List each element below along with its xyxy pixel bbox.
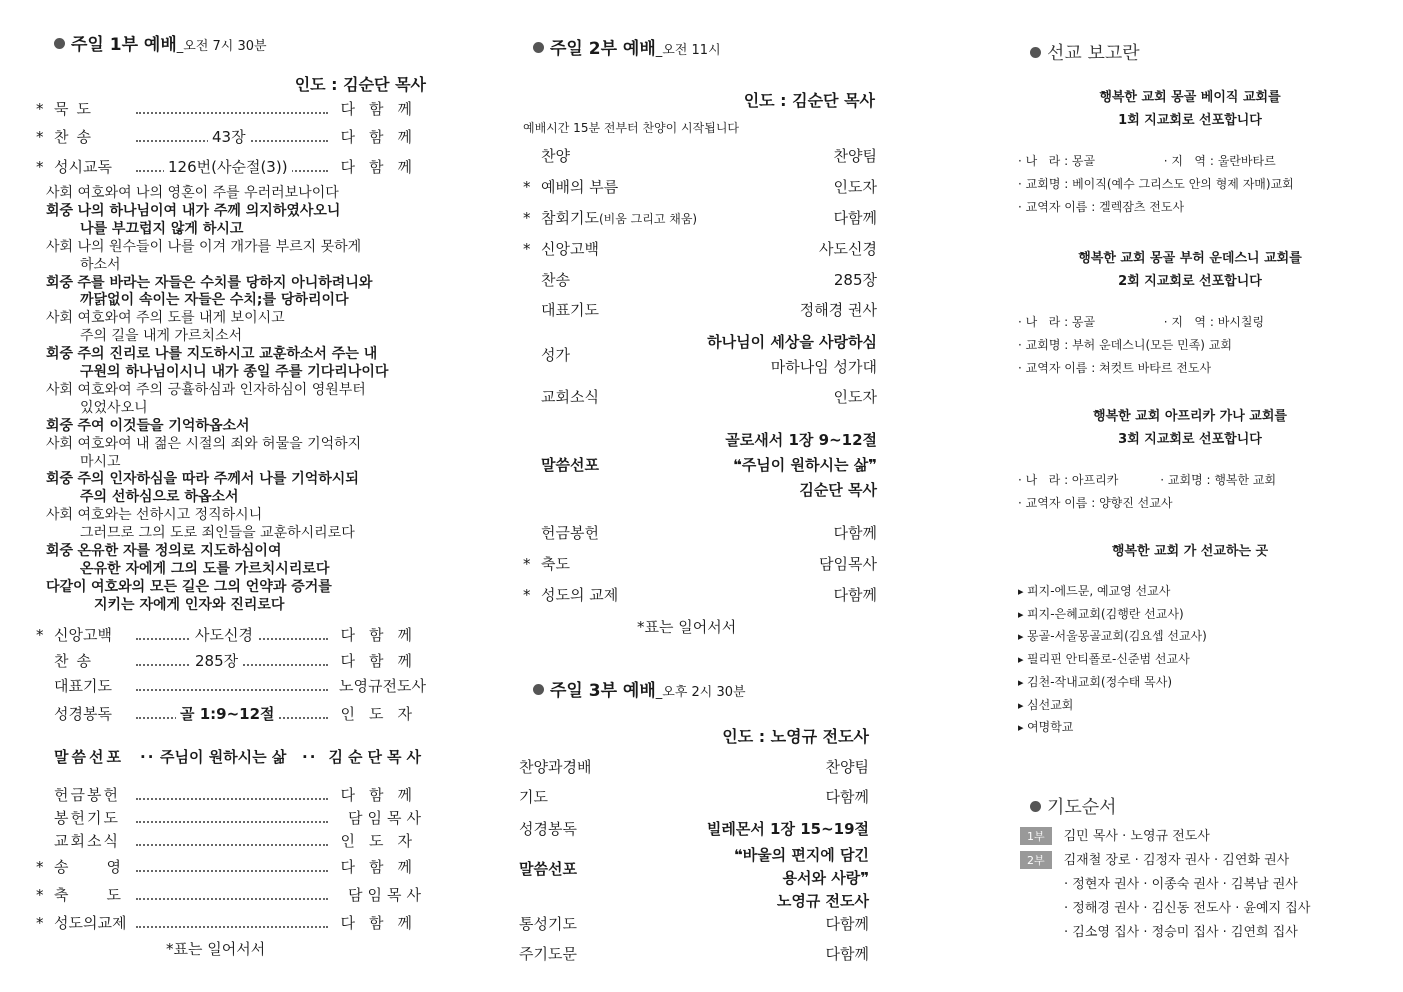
sermon-preacher: 김순단목사 <box>328 748 426 766</box>
standing-marker: * <box>36 858 44 876</box>
prayer-line-4: · 정해경 권사 · 김신동 전도사 · 윤예지 집사 <box>1064 901 1311 916</box>
triangle-bullet-icon: ▸ <box>1018 721 1028 735</box>
standing-marker: * <box>36 158 44 176</box>
prayer-names: 김민 목사 · 노영규 전도사 <box>1063 829 1210 844</box>
order-detail: 사도신경 <box>191 624 257 646</box>
order-row <box>36 807 436 829</box>
responsive-text: 주여 이것들을 기억하옵소서 <box>77 417 250 434</box>
order-row <box>36 98 436 120</box>
responsive-text: 구원의 하나님이시니 내가 종일 주를 기다리나이다 <box>80 364 389 380</box>
order-label: 헌금봉헌 <box>541 524 599 542</box>
support-text: 피지-은혜교회(김행란 선교사) <box>1027 606 1184 621</box>
sermon-title-line2: 용서와 사랑❞ <box>782 869 869 887</box>
support-text: 몽골-서울몽골교회(김요셉 선교사) <box>1027 629 1207 644</box>
support-item <box>1018 650 1190 667</box>
order-label-text: 예배의 부름 <box>541 178 619 196</box>
mission-detail: · 나 라 : 몽골 · 지 역 : 울란바타르 <box>1018 154 1276 168</box>
order-row <box>519 913 885 935</box>
order-detail: 43장 <box>208 126 250 148</box>
order-value: 찬양팀 <box>825 758 869 776</box>
speaker: 사회 <box>46 381 74 398</box>
order-label: 찬송 <box>54 128 99 146</box>
mission-detail: · 교회명 : 베이직(예수 그리스도 안의 형제 자매)교회 <box>1018 177 1294 191</box>
service-1-heading <box>54 30 267 55</box>
responsive-text: 마시고 <box>80 453 121 470</box>
order-row <box>523 584 885 606</box>
speaker: 회중 <box>46 202 74 219</box>
responsive-line <box>46 220 436 238</box>
standing-marker: * <box>36 886 44 904</box>
prayer-line-1 <box>1020 825 1210 845</box>
speaker: 회중 <box>46 274 74 291</box>
responsive-line <box>46 309 436 327</box>
service-2-leader: 인도 : 김순단 목사 <box>743 91 875 110</box>
responsive-line <box>46 399 436 417</box>
sermon-preacher: 김순단 목사 <box>799 481 877 499</box>
bullet-dot-icon <box>533 684 544 695</box>
standing-marker: * <box>36 626 44 644</box>
mission-heading-line1: 행복한 교회 몽골 부허 운데스니 교회를 <box>1078 251 1302 266</box>
responsive-text: 여호와의 모든 길은 그의 언약과 증거를 <box>91 578 332 595</box>
prayer-title: 기도순서 <box>1047 797 1117 818</box>
mission-heading-line1: 행복한 교회 몽골 베이직 교회를 <box>1099 90 1281 105</box>
support-text: 김천-작내교회(정수태 목사) <box>1027 674 1173 689</box>
order-detail: 126번(사순절(3)) <box>164 156 292 178</box>
order-value: 담임목사 <box>348 886 426 904</box>
order-value: 다함께 <box>340 858 426 876</box>
responsive-line <box>46 435 436 453</box>
order-label-note: (비움 그리고 채움) <box>598 212 698 226</box>
order-label <box>541 299 599 321</box>
order-label: 성도의교제 <box>54 914 127 932</box>
service-3-title: 주일 3부 예배 <box>550 681 656 701</box>
triangle-bullet-icon: ▸ <box>1018 630 1028 644</box>
reading-label: 성경봉독 <box>519 820 577 838</box>
responsive-text: 주를 바라는 자들은 수치를 당하지 아니하려니와 <box>77 274 373 291</box>
responsive-text: 나를 부끄럽지 않게 하시고 <box>80 220 244 237</box>
order-row <box>523 299 885 321</box>
support-text: 필리핀 안티폴로-신준범 선교사 <box>1027 652 1190 667</box>
responsive-text: 여호와여 주의 도를 내게 보이시고 <box>77 310 285 327</box>
responsive-text: 여호와여 주의 긍휼하심과 인자하심이 영원부터 <box>77 381 366 398</box>
news-value: 인도자 <box>833 388 877 406</box>
speaker: 다같이 <box>46 578 87 595</box>
sermon-title: ❝주님이 원하시는 삶❞ <box>733 456 877 474</box>
order-row <box>36 856 436 878</box>
order-label: 성시교독 <box>54 158 112 176</box>
standing-marker: * <box>523 586 531 604</box>
order-label <box>541 145 570 167</box>
order-row <box>36 884 436 906</box>
dot-leader <box>136 884 328 900</box>
mission-detail: · 나 라 : 몽골 · 지 역 : 바시칠링 <box>1018 315 1265 329</box>
responsive-text: 주의 인자하심을 따라 주께서 나를 기억하시되 <box>77 471 359 488</box>
responsive-text: 있었사오니 <box>80 399 148 416</box>
standing-marker: * <box>523 209 531 227</box>
sermon-label: 말씀선포 <box>519 860 577 878</box>
support-item <box>1018 627 1207 644</box>
order-label: 주기도문 <box>519 945 577 963</box>
prayer-line-5: · 김소영 집사 · 정승미 집사 · 김연희 집사 <box>1064 925 1298 940</box>
responsive-line <box>46 381 436 399</box>
speaker: 사회 <box>46 185 74 201</box>
service-1-sermon: 말씀선포 ·· 주님이 원하시는 삶 ·· 김순단목사 <box>54 748 426 766</box>
standing-footnote: *표는 일어서서 <box>637 618 737 636</box>
speaker: 회중 <box>46 417 74 434</box>
prayer-line-2 <box>1020 849 1289 869</box>
triangle-bullet-icon: ▸ <box>1018 653 1028 667</box>
dot-leader <box>136 807 328 823</box>
responsive-line <box>46 417 436 435</box>
order-value: 인도자 <box>340 705 426 723</box>
responsive-line <box>46 363 436 381</box>
responsive-text: 나의 원수들이 나를 이겨 개가를 부르지 못하게 <box>77 238 362 255</box>
speaker: 사회 <box>46 310 74 327</box>
sermon-label: 말씀선포 <box>541 456 599 474</box>
responsive-line <box>46 596 436 614</box>
service-3-reading <box>519 818 885 840</box>
service-2-column <box>505 0 885 992</box>
mission-detail: · 교회명 : 부허 운데스니(모든 민족) 교회 <box>1018 338 1232 352</box>
service-2-time: _오전 11시 <box>655 43 721 58</box>
sermon-title-line1: ❝바울의 편지에 담긴 <box>733 846 869 864</box>
order-value: 285장 <box>833 271 877 289</box>
order-label-text: 찬양 <box>541 147 570 165</box>
service-1-leader: 인도 : 김순단 목사 <box>294 75 426 94</box>
anthem-label: 성가 <box>541 346 570 364</box>
support-item <box>1018 673 1172 690</box>
order-label-text: 참회기도 <box>541 209 599 227</box>
mission-heading-line2: 2회 지교회로 선포합니다 <box>1118 274 1262 289</box>
order-label: 기도 <box>519 788 548 806</box>
order-value: 다함께 <box>825 945 869 963</box>
responsive-line <box>46 238 436 256</box>
responsive-line <box>46 560 436 578</box>
bullet-dot-icon <box>1030 801 1041 812</box>
anthem-choir: 마하나임 성가대 <box>770 358 877 376</box>
triangle-bullet-icon: ▸ <box>1018 698 1028 712</box>
service-3-time: _오후 2시 30분 <box>655 685 746 700</box>
speaker: 회중 <box>46 471 74 488</box>
order-row <box>523 145 885 167</box>
order-value: 다함께 <box>340 914 426 932</box>
service-2-heading <box>533 34 721 59</box>
order-value: 다함께 <box>825 915 869 933</box>
standing-marker: * <box>523 555 531 573</box>
standing-marker: * <box>36 914 44 932</box>
standing-marker: * <box>36 128 44 146</box>
speaker: 회중 <box>46 543 74 559</box>
mission-heading <box>1030 39 1140 65</box>
order-value: 다함께 <box>833 209 877 227</box>
responsive-line <box>46 578 436 596</box>
order-value: 담임목사 <box>819 555 877 573</box>
support-item <box>1018 696 1073 713</box>
order-row <box>523 207 885 229</box>
order-row <box>36 703 436 725</box>
dot-leader <box>136 675 328 691</box>
prayer-names: 김재철 장로 · 김정자 권사 · 김연화 권사 <box>1063 853 1290 868</box>
order-row <box>523 553 885 575</box>
mission-detail: · 교역자 이름 : 쳐컷트 바타르 전도사 <box>1018 361 1212 375</box>
order-label: 신앙고백 <box>54 626 112 644</box>
responsive-text: 주의 선하심으로 하옵소서 <box>80 489 239 506</box>
support-text: 심선교회 <box>1027 697 1074 712</box>
order-label: 송영 <box>54 858 159 876</box>
support-item <box>1018 605 1184 622</box>
news-label: 교회소식 <box>541 388 599 406</box>
responsive-line <box>46 327 436 345</box>
dot-leader <box>136 856 328 872</box>
mission-column <box>1010 0 1400 992</box>
responsive-line <box>46 256 436 274</box>
responsive-line <box>46 202 436 220</box>
order-label: 축도 <box>541 555 570 573</box>
order-value: 인도자 <box>833 178 877 196</box>
responsive-line <box>46 184 436 202</box>
responsive-text: 주의 길을 내게 가르치소서 <box>80 328 243 345</box>
service-2-news <box>523 386 885 408</box>
responsive-text: 여호와여 나의 영혼이 주를 우러러보나이다 <box>77 185 339 201</box>
order-row <box>36 830 436 852</box>
sermon-title: 주님이 원하시는 삶 <box>160 748 287 766</box>
anthem-title: 하나님이 세상을 사랑하심 <box>707 333 877 351</box>
support-text: 피지-에드문, 예교영 선교사 <box>1027 584 1171 598</box>
dot-leader <box>136 98 328 114</box>
order-row <box>523 238 885 260</box>
order-value: 사도신경 <box>819 240 877 258</box>
dot-leader <box>136 912 328 928</box>
order-label: 헌금봉헌 <box>54 786 120 804</box>
responsive-text: 온유한 자에게 그의 도를 가르치시리로다 <box>80 560 330 577</box>
triangle-bullet-icon: ▸ <box>1018 607 1028 621</box>
prayer-heading <box>1030 793 1117 819</box>
order-label: 대표기도 <box>54 677 112 695</box>
order-value: 담임목사 <box>348 809 426 827</box>
order-row <box>519 756 885 778</box>
order-value: 다함께 <box>340 651 426 670</box>
mission-heading-line1: 행복한 교회 아프리카 가나 교회를 <box>1093 409 1287 424</box>
dot-leader <box>136 830 328 846</box>
responsive-line <box>46 345 436 363</box>
order-detail: 285장 <box>191 650 242 672</box>
service-1-badge: 1부 <box>1020 827 1052 845</box>
order-label: 통성기도 <box>519 915 577 933</box>
bullet-dot-icon <box>54 38 65 49</box>
responsive-text: 하소서 <box>80 256 121 273</box>
sermon-scripture: 골로새서 1장 9~12절 <box>725 431 877 449</box>
responsive-line <box>46 542 436 560</box>
responsive-line <box>46 291 436 309</box>
responsive-text: 까닭없이 속이는 자들은 수치;를 당하리이다 <box>80 292 349 309</box>
order-row <box>519 786 885 808</box>
responsive-text: 그러므로 그의 도로 죄인들을 교훈하시리로다 <box>80 525 355 542</box>
order-value: 다함께 <box>833 586 877 604</box>
service-1-title: 주일 1부 예배 <box>71 35 177 55</box>
speaker: 회중 <box>46 346 74 363</box>
responsive-text: 주의 진리로 나를 지도하시고 교훈하소서 주는 내 <box>77 346 378 363</box>
mission-detail: · 교역자 이름 : 겔렉잠츠 전도사 <box>1018 200 1185 214</box>
bullet-dot-icon <box>1030 47 1041 58</box>
mission-title: 선교 보고란 <box>1047 43 1140 64</box>
service-3-leader: 인도 : 노영규 전도사 <box>722 727 869 746</box>
prayer-line-3: · 정현자 권사 · 이종숙 권사 · 김복남 권사 <box>1064 877 1298 892</box>
mission-detail: · 교역자 이름 : 양향진 선교사 <box>1018 496 1173 510</box>
order-label: 묵도 <box>54 100 99 118</box>
order-value: 다함께 <box>833 524 877 542</box>
order-label: 찬양과경배 <box>519 758 592 776</box>
responsive-line <box>46 488 436 506</box>
order-value: 정해경 권사 <box>799 301 877 319</box>
order-value: 다함께 <box>340 128 426 146</box>
order-row <box>523 522 885 544</box>
order-label-text: 대표기도 <box>541 301 599 319</box>
dot-leader <box>136 784 328 800</box>
responsive-text: 나의 하나님이여 내가 주께 의지하였사오니 <box>77 202 341 219</box>
service-2-badge: 2부 <box>1020 851 1052 869</box>
support-item <box>1018 582 1170 599</box>
reading-value: 빌레몬서 1장 15~19절 <box>706 820 869 838</box>
order-label: 봉헌기도 <box>54 809 120 827</box>
support-item <box>1018 718 1073 735</box>
service-3-heading <box>533 676 746 701</box>
mission-heading-line2: 1회 지교회로 선포합니다 <box>1118 113 1262 128</box>
order-value: 찬양팀 <box>833 147 877 165</box>
standing-marker: * <box>36 100 44 118</box>
mission-heading-line2: 3회 지교회로 선포합니다 <box>1118 432 1262 447</box>
order-label <box>541 238 599 260</box>
order-row <box>523 176 885 198</box>
responsive-line <box>46 470 436 488</box>
order-row <box>36 156 436 178</box>
order-row <box>36 675 436 697</box>
order-row <box>36 126 436 148</box>
order-label <box>541 207 697 230</box>
responsive-text: 지키는 자에게 인자와 진리로다 <box>94 596 285 613</box>
standing-marker: * <box>523 240 531 258</box>
order-value: 다함께 <box>340 626 426 644</box>
order-label: 교회소식 <box>54 832 120 850</box>
speaker: 사회 <box>46 507 74 524</box>
order-detail: 골 1:9~12절 <box>176 703 279 725</box>
order-row <box>36 650 436 672</box>
order-label <box>541 176 618 198</box>
order-row <box>523 269 885 291</box>
order-value: 다함께 <box>340 786 426 804</box>
order-label-text: 신앙고백 <box>541 240 599 258</box>
order-value: 다함께 <box>340 100 426 118</box>
responsive-line <box>46 274 436 292</box>
service-1-time: _오전 7시 30분 <box>176 39 267 54</box>
order-label: 찬송 <box>54 651 99 670</box>
support-title: 행복한 교회 가 선교하는 곳 <box>1111 544 1269 559</box>
order-value: 인도자 <box>340 832 426 850</box>
order-label: 성도의 교제 <box>541 586 619 604</box>
responsive-text: 여호와여 내 젊은 시절의 죄와 허물을 기억하지 <box>77 435 362 452</box>
sermon-preacher: 노영규 전도사 <box>776 892 869 910</box>
speaker: 사회 <box>46 238 74 255</box>
service-2-note: 예배시간 15분 전부터 찬양이 시작됩니다 <box>523 121 740 135</box>
order-row <box>36 912 436 934</box>
order-label <box>541 269 570 291</box>
support-text: 여명학교 <box>1027 720 1074 735</box>
order-label: 성경봉독 <box>54 705 112 723</box>
order-row <box>36 624 436 646</box>
responsive-line <box>46 524 436 542</box>
standing-marker: * <box>523 178 531 196</box>
order-value: 다함께 <box>340 158 426 176</box>
triangle-bullet-icon: ▸ <box>1018 585 1028 598</box>
responsive-text: 여호와는 선하시고 정직하시니 <box>77 507 263 524</box>
responsive-text: 온유한 자를 정의로 지도하심이여 <box>77 543 282 559</box>
bullet-dot-icon <box>533 42 544 53</box>
sermon-label: 말씀선포 <box>54 748 124 766</box>
mission-detail: · 나 라 : 아프리카 · 교회명 : 행복한 교회 <box>1018 473 1277 487</box>
order-row <box>519 943 885 965</box>
triangle-bullet-icon: ▸ <box>1018 675 1028 689</box>
responsive-line <box>46 506 436 524</box>
order-label: 축도 <box>54 886 159 904</box>
standing-footnote: *표는 일어서서 <box>166 940 266 958</box>
order-value: 노영규전도사 <box>339 677 426 695</box>
speaker: 사회 <box>46 435 74 452</box>
order-label-text: 찬송 <box>541 271 570 289</box>
order-row <box>36 784 436 806</box>
order-value: 다함께 <box>825 788 869 806</box>
service-2-title: 주일 2부 예배 <box>550 39 656 59</box>
responsive-line <box>46 453 436 471</box>
service-1-column <box>36 0 436 992</box>
